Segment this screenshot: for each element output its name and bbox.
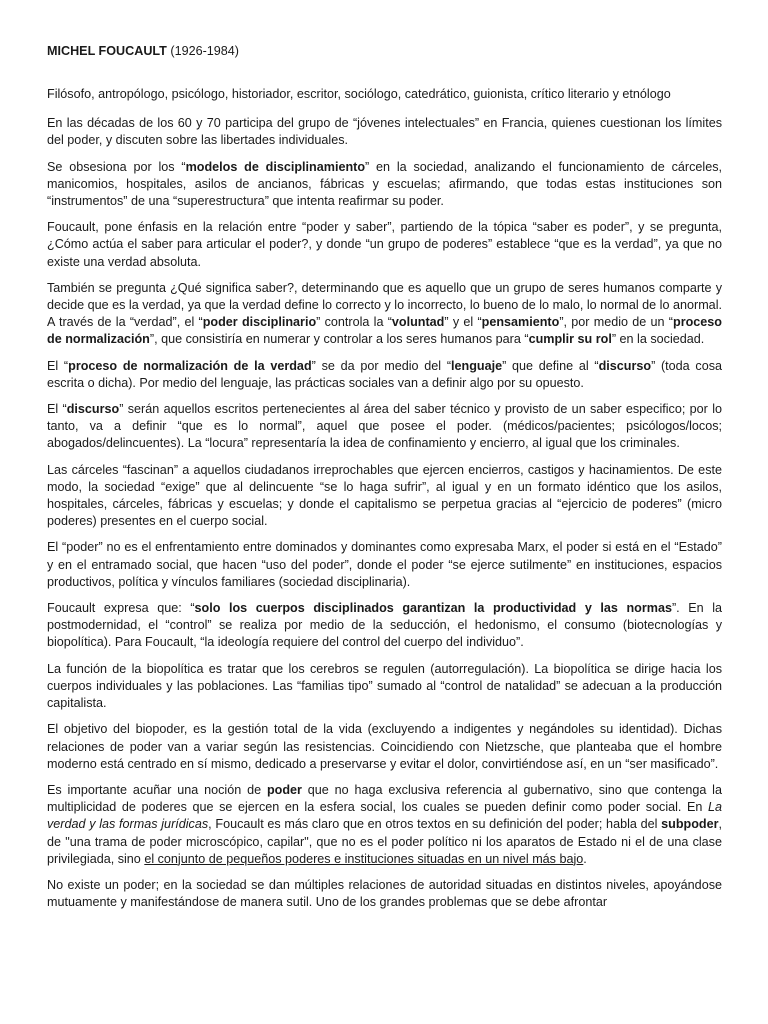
underlined-phrase: el conjunto de pequeños poderes e instituciones situadas en un nivel más bajo	[144, 851, 584, 866]
text-run: Las cárceles “fascinan” a aquellos ciudadanos irreprochables que ejercen encierros, castigos y hacinamientos. De este modo, la sociedad “exige” que al delincuente “se lo haga sufrir”, al igual y en un formato idéntico que los asilos, hospitales, cárceles, fábricas y escuelas; y donde el capitalismo se perpetua gracias al “ejercicio de poderes” (micro poderes) presentes en el cuerpo social.	[47, 462, 722, 529]
document-body	[47, 86, 722, 911]
text-run: ” serán aquellos escritos pertenecientes al área del saber técnico y provisto de un saber especifico; por lo tanto, va a definir “que es lo normal”, aquel que posee el poder. (médicos/pacientes; psicólogos/locos; abogados/delincuentes). La “locura” representaría la idea de confinamiento y encierro, al igual que los criminales.	[47, 402, 723, 451]
paragraph	[47, 877, 722, 911]
text-run: No existe un poder; en la sociedad se dan múltiples relaciones de autoridad situadas en distintos niveles, apoyándose mutuamente y manifestándose de manera sutil. Uno de los grandes problemas que se debe afrontar	[47, 877, 722, 910]
text-run: Foucault expresa que: “	[47, 601, 195, 616]
paragraph	[47, 721, 722, 773]
text-run: Se obsesiona por los “	[47, 159, 186, 174]
bold-phrase: poder	[266, 782, 302, 797]
bold-phrase: pensamiento	[481, 315, 560, 330]
bold-phrase: discurso	[598, 358, 652, 373]
bold-phrase: proceso de normalización de la verdad	[68, 358, 312, 373]
paragraph	[47, 782, 722, 868]
paragraph	[47, 358, 722, 392]
text-run: El “	[47, 402, 67, 417]
bold-phrase: cumplir su rol	[528, 332, 612, 347]
text-run: ” y el “	[444, 315, 482, 330]
paragraph	[47, 539, 722, 591]
text-run: ” en la sociedad.	[611, 332, 705, 347]
paragraph	[47, 661, 722, 713]
text-run: ”, que consistiría en numerar y controlar a los seres humanos para “	[149, 332, 529, 347]
text-run: Es importante acuñar una noción de	[47, 782, 267, 797]
bold-phrase: proceso de normalización	[47, 315, 722, 347]
paragraph	[47, 115, 722, 149]
text-run: ” se da por medio del “	[311, 358, 452, 373]
author-years: (1926-1984)	[166, 44, 239, 58]
text-run: Foucault, pone énfasis en la relación entre “poder y saber”, partiendo de la tópica “saber es poder”, y se pregunta, ¿Cómo actúa el saber para articular el poder?, y donde “un grupo de poderes” establece “que es la verdad”, ya que no existe una verdad absoluta.	[47, 220, 722, 269]
bold-phrase: poder disciplinario	[202, 315, 317, 330]
text-run: , de "una trama de poder microscópico, capilar", que no es el poder político ni los aparatos de Estado ni el de una clase privilegiada, sino	[47, 817, 722, 866]
text-run: .	[583, 851, 587, 866]
text-run: El “	[47, 358, 69, 373]
text-run: El objetivo del biopoder, es la gestión total de la vida (excluyendo a indigentes y negándoles su identidad). Dichas relaciones de poder van a variar según las resistencias. Coincidiendo con Nietzsche, que planteaba que el hombre moderno está centrado en sí mismo, dedicado a preservarse y evitar el dolor, convirtiéndose así, en un “ser masificado”.	[47, 722, 722, 771]
text-run: En las décadas de los 60 y 70 participa del grupo de “jóvenes intelectuales” en Francia, quienes cuestionan los límites del poder, y discuten sobre las libertades individuales.	[47, 116, 722, 148]
text-run: La función de la biopolítica es tratar que los cerebros se regulen (autorregulación). La biopolítica se dirige hacia los cuerpos individuales y las poblaciones. Las “familias tipo” sumado al “control de natalidad” se adecuan a la producción capitalista.	[47, 661, 722, 711]
bold-phrase: lenguaje	[451, 358, 503, 373]
text-run: También se pregunta ¿Qué significa saber?, determinando que es aquello que un grupo de seres humanos comparte y decide que es la verdad, ya que la verdad define lo correcto y lo incorrecto, lo bueno de lo malo, lo normal de lo anormal. A través de la “verdad”, el “	[47, 280, 722, 330]
text-run: ” (toda cosa escrita o dicha). Por medio del lenguaje, las prácticas sociales van a definir algo por su opuesto.	[47, 358, 723, 390]
document-title	[47, 43, 722, 60]
paragraph	[47, 86, 722, 103]
bold-phrase: modelos de disciplinamiento	[185, 159, 366, 174]
text-run: que no haga exclusiva referencia al gubernativo, sino que contenga la multiplicidad de poderes que se ejercen en la esfera social, los cuales se pueden definir como poder social. En	[47, 782, 722, 815]
author-name: MICHEL FOUCAULT	[47, 44, 167, 58]
text-run: ” controla la “	[316, 315, 392, 330]
text-run: , Foucault es más claro que en otros textos en su definición del poder; habla del	[208, 817, 662, 832]
paragraph	[47, 159, 722, 211]
bold-phrase: subpoder	[661, 817, 719, 832]
text-run: ” que define al “	[502, 358, 599, 373]
paragraph	[47, 462, 722, 531]
text-run: Filósofo, antropólogo, psicólogo, historiador, escritor, sociólogo, catedrático, guionista, crítico literario y etnólogo	[47, 87, 671, 101]
text-run: ” en la sociedad, analizando el funcionamiento de cárceles, manicomios, hospitales, asilos de ancianos, fábricas y escuelas; afirmando, que todas estas instituciones son “instrumentos” de una “superestructura” que intenta reafirmar su poder.	[47, 159, 722, 209]
italic-title: La verdad y las formas jurídicas	[47, 800, 722, 832]
paragraph	[47, 401, 722, 453]
bold-phrase: solo los cuerpos disciplinados garantizan la productividad y las normas	[194, 601, 672, 616]
paragraph	[47, 280, 722, 349]
paragraph	[47, 600, 722, 652]
paragraph	[47, 219, 722, 271]
bold-phrase: discurso	[66, 402, 120, 417]
text-run: ”, por medio de un “	[559, 315, 673, 330]
text-run: El “poder” no es el enfrentamiento entre dominados y dominantes como expresaba Marx, el poder si está en el “Estado” y en el entramado social, que hacen “uso del poder”, donde el poder “se ejerce sutilmente” en instituciones, espacios productivos, política y vínculos familiares (sociedad disciplinaria).	[47, 540, 722, 589]
text-run: ”. En la postmodernidad, el “control” se realiza por medio de la seducción, el hedonismo, el consumo (biotecnologías y biopolítica). Para Foucault, “la ideología requiere del control del cuerpo del individuo”.	[47, 601, 723, 650]
bold-phrase: voluntad	[391, 315, 445, 330]
